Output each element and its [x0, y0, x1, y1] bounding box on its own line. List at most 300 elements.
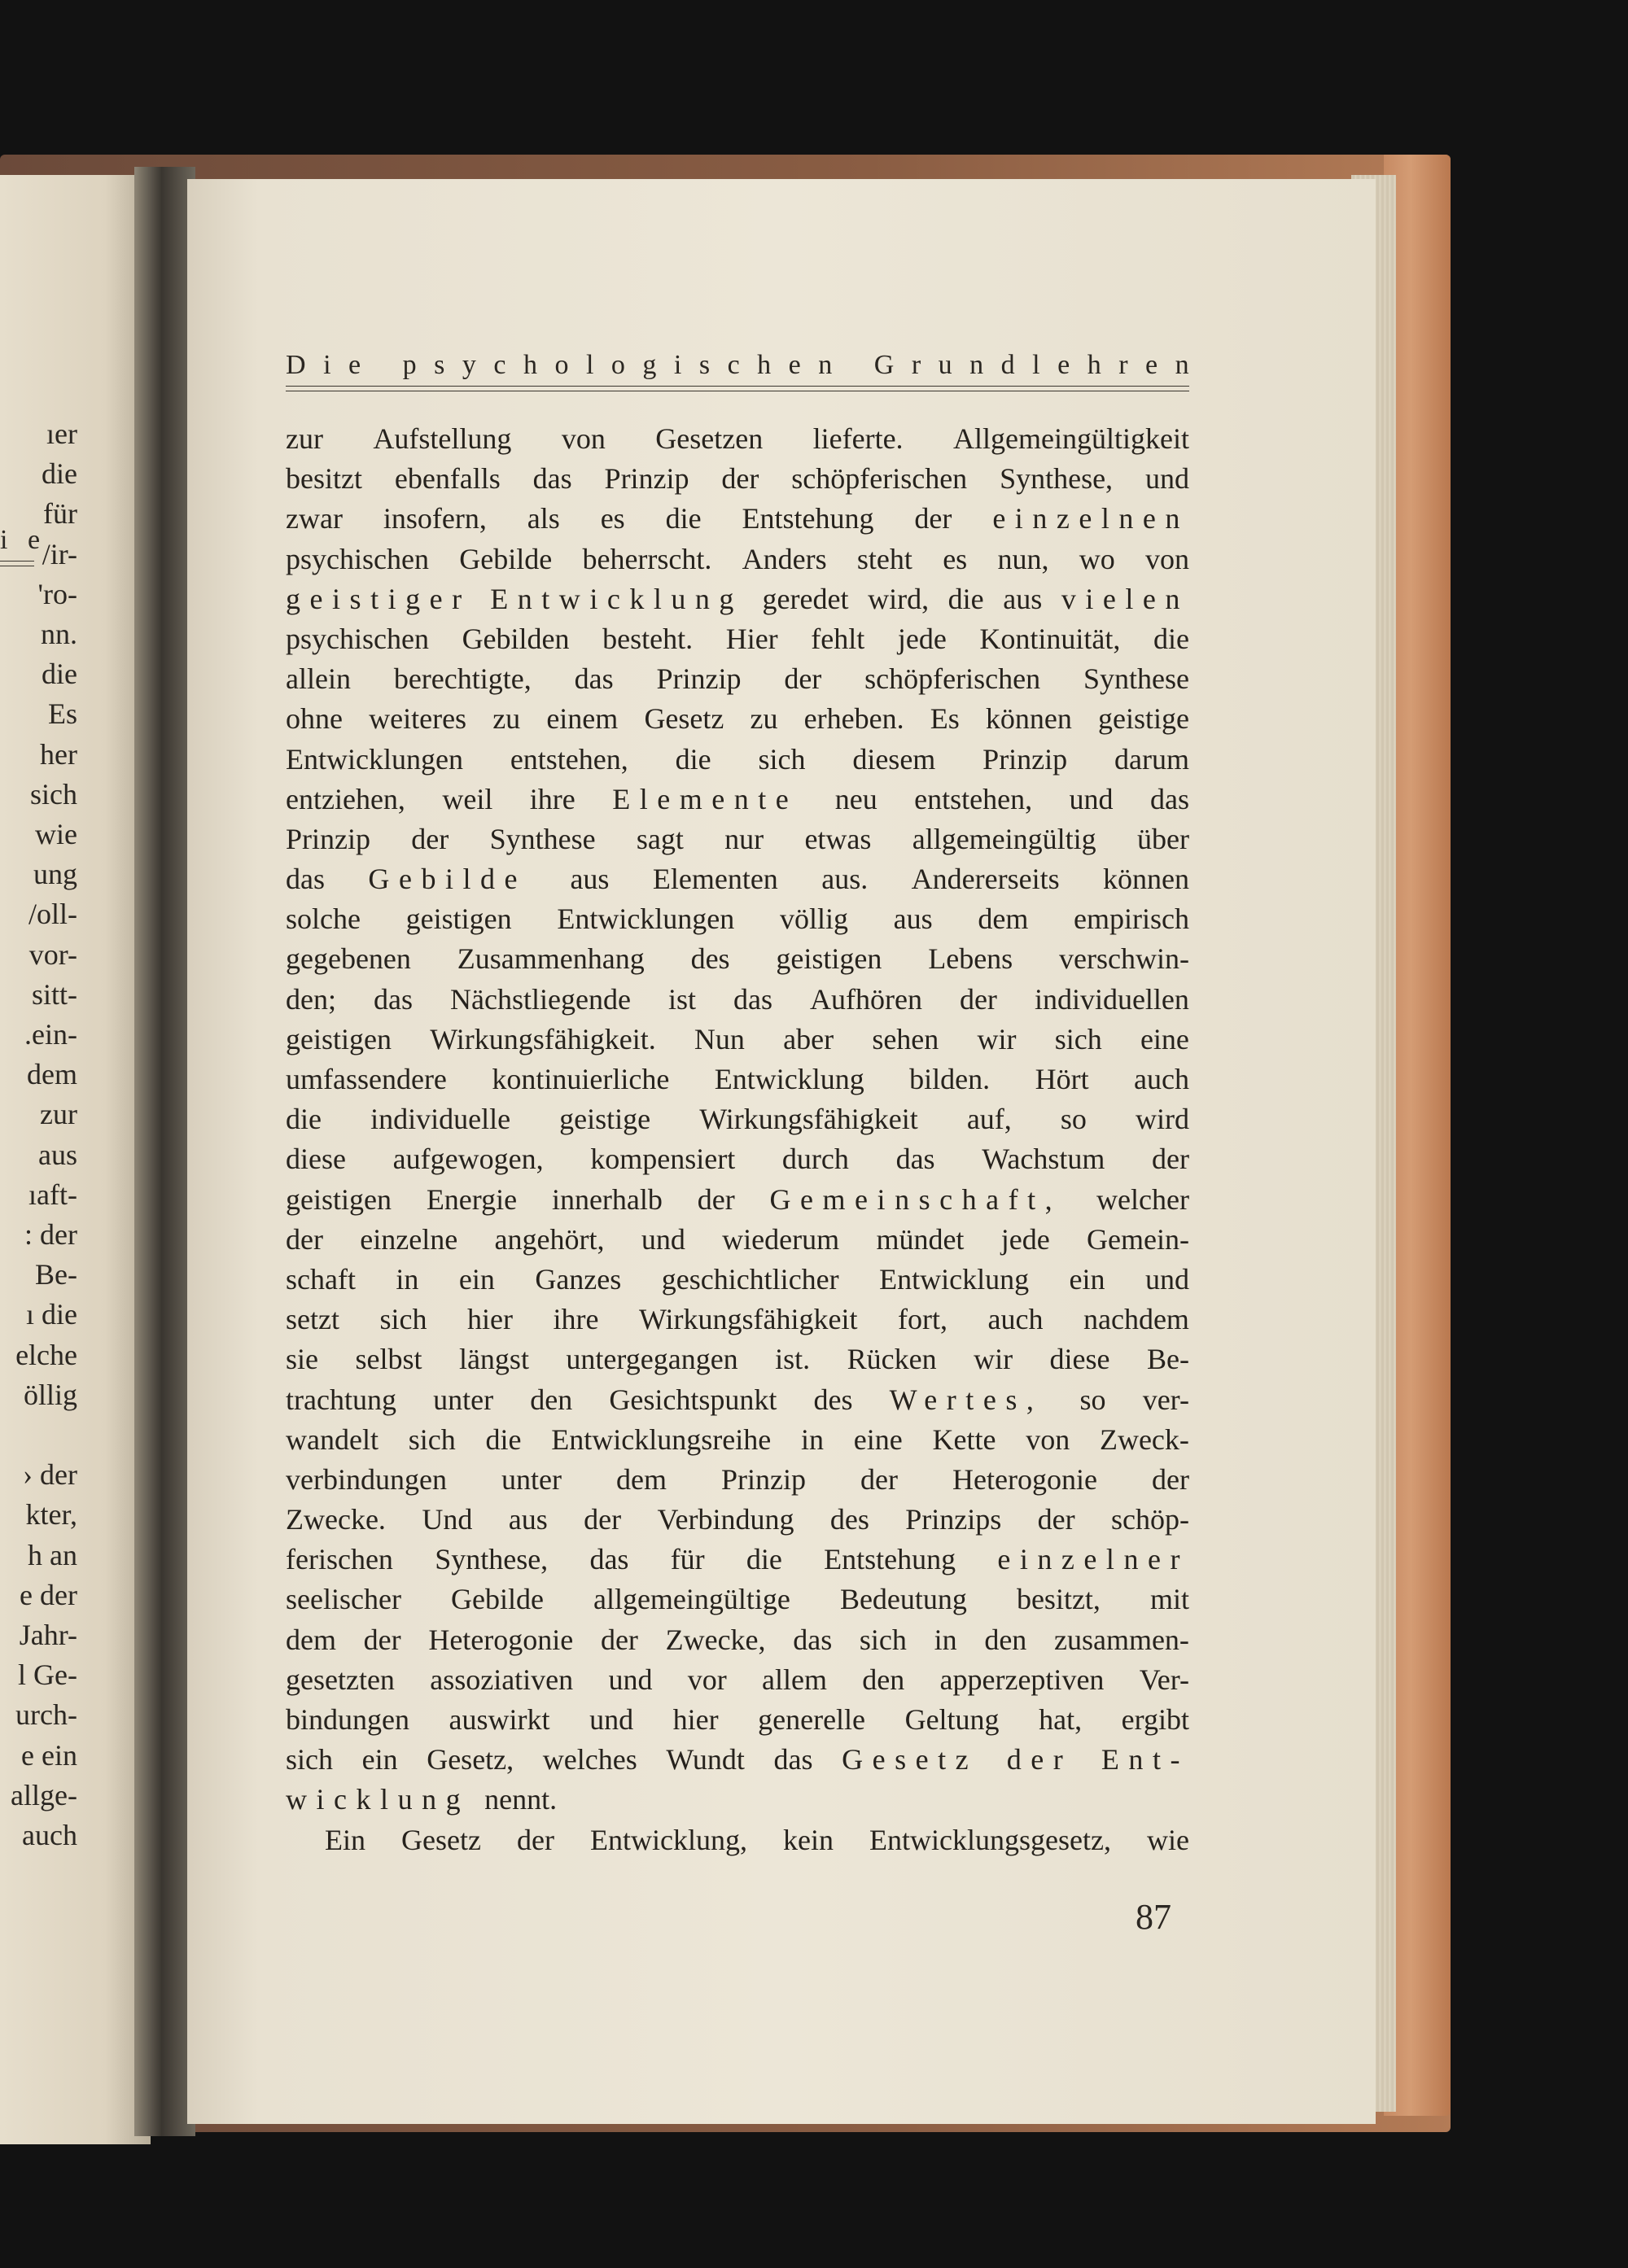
- word: geistige: [559, 1103, 651, 1136]
- word: psychischen: [286, 622, 429, 655]
- word: geistige: [1098, 702, 1189, 736]
- running-head-letter: i: [323, 350, 331, 380]
- left-page-line: : der: [24, 1218, 77, 1251]
- word: trachtung: [286, 1383, 396, 1416]
- word: weiteres: [369, 702, 467, 736]
- word: Wirkungsfähigkeit.: [430, 1022, 656, 1055]
- left-page-line: dem: [27, 1058, 77, 1091]
- word: ver-: [1142, 1383, 1189, 1416]
- word: Gebilden: [462, 622, 570, 655]
- word: Prinzips: [905, 1503, 1002, 1536]
- word: verschwin-: [1059, 942, 1189, 976]
- word: zur: [286, 422, 323, 455]
- word: beherrscht.: [582, 542, 712, 575]
- spaced-emphasis-word: einzelner: [997, 1543, 1189, 1576]
- running-head-letter: l: [585, 350, 594, 380]
- word: besteht.: [602, 622, 694, 655]
- word: aus: [508, 1503, 548, 1536]
- word: kein: [783, 1823, 834, 1856]
- word: das: [374, 982, 413, 1016]
- word: lieferte.: [812, 422, 904, 455]
- word: Kontinuität,: [979, 622, 1121, 655]
- text-line: [286, 699, 1189, 739]
- left-page-line: für: [43, 497, 77, 531]
- word: nur: [724, 822, 764, 855]
- word: zu: [750, 702, 778, 736]
- word: Entwicklungen: [286, 742, 463, 776]
- word: in: [396, 1262, 419, 1296]
- spaced-emphasis-word: Wertes,: [889, 1383, 1044, 1416]
- word: diese: [286, 1143, 346, 1176]
- word: umfassendere: [286, 1063, 447, 1095]
- text-line: [286, 859, 1189, 899]
- word: geistigen: [286, 1022, 392, 1055]
- left-page-line: aus: [38, 1138, 77, 1171]
- word: des: [813, 1383, 853, 1416]
- word: Rücken: [847, 1343, 937, 1376]
- page-number: 87: [1136, 1897, 1171, 1937]
- left-page-line: 'ro-: [37, 577, 77, 610]
- text-line: [286, 499, 1189, 539]
- word: können: [985, 702, 1072, 736]
- word: solche: [286, 902, 361, 936]
- running-head-letter: n: [969, 350, 984, 380]
- word: sich: [286, 1743, 333, 1776]
- word: sich: [859, 1623, 907, 1656]
- left-page-line: /ir-: [42, 537, 77, 570]
- word: eine: [1140, 1022, 1189, 1055]
- word: von: [561, 422, 606, 455]
- word: der: [411, 822, 449, 855]
- word: sie: [286, 1343, 318, 1376]
- word: seelischer: [286, 1583, 401, 1616]
- word: der: [286, 1222, 323, 1256]
- word: Gesetz: [401, 1823, 481, 1856]
- word: aus: [1003, 582, 1043, 615]
- word: bilden.: [909, 1063, 991, 1095]
- word: besitzt: [286, 462, 362, 496]
- word: der: [959, 982, 997, 1016]
- text-line: [286, 1780, 1189, 1820]
- spaced-emphasis-word: einzelnen: [992, 502, 1189, 535]
- word: ihre: [529, 782, 575, 815]
- word: zu: [492, 702, 521, 736]
- text-line: [286, 1740, 1189, 1780]
- text-line: [286, 1620, 1189, 1660]
- word: erheben.: [803, 702, 904, 736]
- word: längst: [458, 1343, 529, 1376]
- word: über: [1136, 822, 1189, 855]
- left-page-line: allge-: [11, 1778, 77, 1811]
- word: hier: [672, 1703, 719, 1736]
- text-line: [286, 1540, 1189, 1580]
- word: allein: [286, 662, 351, 696]
- word: das: [895, 1143, 935, 1176]
- word: diesem: [852, 742, 936, 776]
- word: wir: [977, 1022, 1017, 1055]
- word: wir: [974, 1343, 1013, 1376]
- left-page-line: ıaft-: [28, 1178, 77, 1211]
- word: Verbindung: [657, 1503, 794, 1536]
- word: geschichtlicher: [661, 1262, 839, 1296]
- word: wo: [1079, 542, 1115, 575]
- running-head-letter: D: [286, 350, 306, 380]
- word: Kette: [932, 1422, 996, 1456]
- word: des: [690, 942, 730, 976]
- word: hier: [467, 1303, 513, 1336]
- word: aufgewogen,: [392, 1143, 544, 1176]
- left-page-line: wie: [35, 818, 77, 850]
- word: so: [1079, 1383, 1106, 1416]
- word: insofern,: [383, 502, 487, 535]
- running-head-letter: [850, 350, 857, 381]
- word: das: [589, 1543, 629, 1576]
- left-page-line: vor-: [28, 937, 77, 971]
- word: ist.: [775, 1343, 811, 1376]
- word: Gebilde: [450, 1583, 544, 1616]
- running-head-letter: h: [1087, 350, 1101, 380]
- text-line: [286, 1060, 1189, 1099]
- left-page-line: Es: [48, 697, 77, 731]
- left-page-line: Jahr-: [19, 1619, 77, 1651]
- left-page-line: urch-: [15, 1698, 77, 1732]
- left-page-line: kter,: [25, 1498, 77, 1532]
- text-line: [286, 1420, 1189, 1460]
- word: auch: [1134, 1063, 1189, 1095]
- word: bindungen: [286, 1703, 409, 1736]
- word: Wirkungsfähigkeit: [699, 1103, 918, 1136]
- running-head-letter: p: [402, 350, 417, 380]
- word: Gemein-: [1087, 1222, 1189, 1256]
- word: einzelne: [360, 1222, 458, 1256]
- text-line: [286, 1700, 1189, 1740]
- word: allem: [762, 1663, 827, 1696]
- word: Entwicklung,: [590, 1823, 747, 1856]
- running-head-letter: h: [523, 350, 537, 380]
- word: sagt: [636, 822, 684, 855]
- word: schaft: [286, 1262, 356, 1296]
- word: Geltung: [904, 1703, 1000, 1736]
- word: geistigen: [405, 902, 512, 936]
- word: Bedeutung: [839, 1583, 967, 1616]
- word: der: [860, 1462, 898, 1496]
- word: der: [784, 662, 822, 696]
- word: entstehen,: [914, 782, 1033, 815]
- word: Gesetzen: [655, 422, 764, 455]
- running-head-letter: n: [1175, 350, 1189, 380]
- word: der: [600, 1623, 638, 1656]
- word: individuelle: [370, 1103, 511, 1136]
- left-page-line: ıer: [46, 417, 77, 450]
- running-head-letter: y: [462, 350, 476, 380]
- text-line: [286, 1180, 1189, 1220]
- word: sich: [408, 1422, 456, 1456]
- word: Zweck-: [1099, 1422, 1189, 1456]
- word: nachdem: [1083, 1303, 1189, 1336]
- left-page-line: › der: [23, 1458, 77, 1492]
- word: zusammen-: [1053, 1623, 1189, 1656]
- running-head-letter: n: [818, 350, 833, 380]
- text-line: [286, 1220, 1189, 1260]
- word: Nächstliegende: [450, 982, 631, 1016]
- word: Prinzip: [982, 742, 1068, 776]
- left-running-head: i e: [0, 525, 47, 555]
- word: Entwicklung: [879, 1262, 1030, 1296]
- running-head-letter: d: [1000, 350, 1015, 380]
- word: psychischen: [286, 542, 429, 575]
- text-line: [286, 459, 1189, 499]
- word: allgemeingültig: [912, 822, 1096, 855]
- left-page-line: sich: [30, 777, 77, 811]
- word: der: [914, 502, 952, 535]
- word: von: [1144, 542, 1189, 575]
- word: unter: [433, 1383, 494, 1416]
- running-head-letter: c: [493, 350, 506, 380]
- word: individuellen: [1034, 982, 1189, 1016]
- word: Gebilde: [459, 542, 553, 575]
- word: gegebenen: [286, 942, 411, 976]
- text-line: [286, 540, 1189, 579]
- left-page: [0, 175, 151, 2144]
- word: assoziativen: [430, 1663, 574, 1696]
- word: Und: [422, 1503, 473, 1536]
- word: und: [589, 1703, 634, 1736]
- text-line: [286, 1460, 1189, 1500]
- word: Gesetz,: [427, 1743, 514, 1776]
- spaced-emphasis-word: Elemente: [612, 782, 799, 815]
- word: fort,: [898, 1303, 947, 1336]
- word: apperzeptiven: [939, 1663, 1105, 1696]
- word: Aufhören: [809, 982, 922, 1016]
- word: nun,: [997, 542, 1049, 575]
- word: den: [862, 1663, 905, 1696]
- word: entziehen,: [286, 782, 405, 815]
- text-line: [286, 1580, 1189, 1619]
- word: Prinzip: [604, 462, 689, 496]
- spaced-emphasis-word: der: [1006, 1743, 1073, 1776]
- text-line: [286, 1820, 1189, 1860]
- left-page-line: l Ge-: [18, 1658, 77, 1692]
- word: das: [532, 462, 572, 496]
- running-head-letter: s: [698, 350, 711, 380]
- text-line: [286, 1660, 1189, 1700]
- text-line: [286, 899, 1189, 939]
- word: neu: [834, 782, 877, 815]
- word: sich: [758, 742, 806, 776]
- running-head-letter: h: [757, 350, 772, 380]
- word: selbst: [355, 1343, 422, 1376]
- word: die: [665, 502, 702, 535]
- word: Andererseits: [911, 863, 1060, 896]
- left-page-line: e der: [20, 1578, 77, 1611]
- word: ohne: [286, 702, 343, 736]
- word: mündet: [876, 1222, 965, 1256]
- word: den;: [286, 982, 336, 1016]
- word: der: [584, 1503, 622, 1536]
- text-line: [286, 1300, 1189, 1339]
- spaced-emphasis-word: Ent-: [1101, 1743, 1189, 1776]
- word: Gesetz: [644, 702, 724, 736]
- word: der: [697, 1182, 735, 1216]
- word: der: [517, 1823, 554, 1856]
- word: schöp-: [1111, 1503, 1189, 1536]
- running-head-letter: r: [1118, 350, 1128, 380]
- word: Zwecke,: [665, 1623, 766, 1656]
- left-page-line: zur: [40, 1098, 77, 1131]
- left-page-line: ung: [33, 858, 77, 891]
- word: wird,: [868, 582, 930, 615]
- word: dem: [615, 1462, 667, 1496]
- running-head: [286, 350, 1189, 381]
- left-page-line: Be-: [35, 1258, 77, 1291]
- book-gutter: [134, 167, 195, 2136]
- word: besitzt,: [1016, 1583, 1101, 1616]
- word: Be-: [1146, 1343, 1189, 1376]
- running-head-letter: s: [434, 350, 445, 380]
- word: sich: [379, 1303, 427, 1336]
- left-page-line: .ein-: [24, 1018, 77, 1051]
- word: Entwicklungsreihe: [551, 1422, 772, 1456]
- word: durch: [781, 1143, 849, 1176]
- running-head-letter: e: [1057, 350, 1070, 380]
- word: Anders: [742, 542, 827, 575]
- word: unter: [501, 1462, 562, 1496]
- text-line: [286, 1020, 1189, 1060]
- word: ein: [361, 1743, 398, 1776]
- word: und: [1144, 462, 1189, 496]
- word: auf,: [966, 1103, 1012, 1136]
- word: geistigen: [776, 942, 882, 976]
- word: sehen: [872, 1022, 939, 1055]
- word: eine: [853, 1422, 903, 1456]
- word: die: [286, 1103, 322, 1136]
- word: allgemeingültige: [593, 1583, 790, 1616]
- word: die: [485, 1422, 522, 1456]
- word: Zusammenhang: [457, 942, 645, 976]
- running-head-letter: l: [1032, 350, 1040, 380]
- left-page-line: ı die: [26, 1298, 77, 1331]
- word: des: [829, 1503, 869, 1536]
- word: der: [363, 1623, 401, 1656]
- word: wiederum: [722, 1222, 840, 1256]
- text-line: [286, 659, 1189, 699]
- word: angehört,: [494, 1222, 605, 1256]
- word: Zwecke.: [286, 1503, 386, 1536]
- word: die: [675, 742, 711, 776]
- word: Heterogonie: [428, 1623, 574, 1656]
- running-head-letter: e: [788, 350, 801, 380]
- word: das: [1149, 782, 1189, 815]
- word: darum: [1114, 742, 1189, 776]
- word: Synthese: [1083, 662, 1189, 696]
- word: Entwicklungsgesetz,: [869, 1823, 1111, 1856]
- word: nennt.: [484, 1783, 558, 1816]
- word: Synthese: [489, 822, 596, 855]
- word: den: [530, 1383, 573, 1416]
- word: Nun: [694, 1022, 745, 1055]
- word: Entwicklungen: [557, 902, 735, 936]
- word: der: [1152, 1143, 1189, 1176]
- word: Allgemeingültigkeit: [953, 422, 1189, 455]
- word: völlig: [779, 902, 848, 936]
- word: verbindungen: [286, 1462, 447, 1496]
- spaced-emphasis-word: Entwicklung: [490, 582, 743, 615]
- word: das: [793, 1623, 833, 1656]
- word: der: [1037, 1503, 1075, 1536]
- spaced-emphasis-word: geistiger: [286, 582, 471, 615]
- text-line: [286, 980, 1189, 1020]
- spaced-emphasis-word: wicklung: [286, 1783, 470, 1816]
- header-rule: [286, 386, 1189, 391]
- word: für: [670, 1543, 705, 1576]
- text-line: [286, 819, 1189, 859]
- word: untergegangen: [566, 1343, 738, 1376]
- running-head-letter: G: [873, 350, 895, 380]
- word: entstehen,: [510, 742, 628, 776]
- word: aus: [570, 863, 610, 896]
- word: Ganzes: [535, 1262, 622, 1296]
- word: es: [943, 542, 968, 575]
- left-page-line: /oll-: [28, 898, 77, 931]
- word: zwar: [286, 502, 343, 535]
- word: ein: [458, 1262, 495, 1296]
- word: setzt: [286, 1303, 339, 1336]
- word: das: [733, 982, 772, 1016]
- text-line: [286, 579, 1189, 619]
- word: gesetzten: [286, 1663, 395, 1696]
- word: Ver-: [1139, 1663, 1189, 1696]
- word: in: [934, 1623, 957, 1656]
- word: Hört: [1035, 1063, 1089, 1095]
- word: ihre: [553, 1303, 599, 1336]
- text-line: [286, 1260, 1189, 1300]
- word: sich: [1054, 1022, 1102, 1055]
- word: so: [1060, 1103, 1087, 1136]
- word: als: [527, 502, 560, 535]
- running-head-letter: r: [911, 350, 921, 380]
- word: steht: [856, 542, 912, 575]
- word: der: [721, 462, 759, 496]
- word: wie: [1147, 1823, 1189, 1856]
- spaced-emphasis-word: Gesetz: [842, 1743, 978, 1776]
- word: das: [773, 1743, 813, 1776]
- word: aus.: [821, 863, 869, 896]
- word: wandelt: [286, 1422, 379, 1456]
- word: Prinzip: [656, 662, 742, 696]
- running-head-letter: i: [673, 350, 682, 380]
- word: Wundt: [666, 1743, 745, 1776]
- text-line: [286, 780, 1189, 819]
- word: Gesichtspunkt: [609, 1383, 777, 1416]
- word: Entstehung: [742, 502, 874, 535]
- running-head-letter: u: [938, 350, 952, 380]
- text-line: [286, 939, 1189, 979]
- word: kompensiert: [590, 1143, 736, 1176]
- word: jede: [1000, 1222, 1050, 1256]
- word: ergibt: [1121, 1703, 1189, 1736]
- word: können: [1103, 863, 1189, 896]
- word: etwas: [804, 822, 872, 855]
- left-page-line: sitt-: [31, 977, 77, 1011]
- text-line: [286, 1099, 1189, 1139]
- left-page-line: h an: [28, 1538, 77, 1571]
- word: aber: [783, 1022, 834, 1055]
- left-page-line: die: [42, 658, 77, 691]
- word: und: [1144, 1262, 1189, 1296]
- word: das: [286, 863, 325, 896]
- running-head-letter: [379, 350, 386, 381]
- word: Aufstellung: [373, 422, 512, 455]
